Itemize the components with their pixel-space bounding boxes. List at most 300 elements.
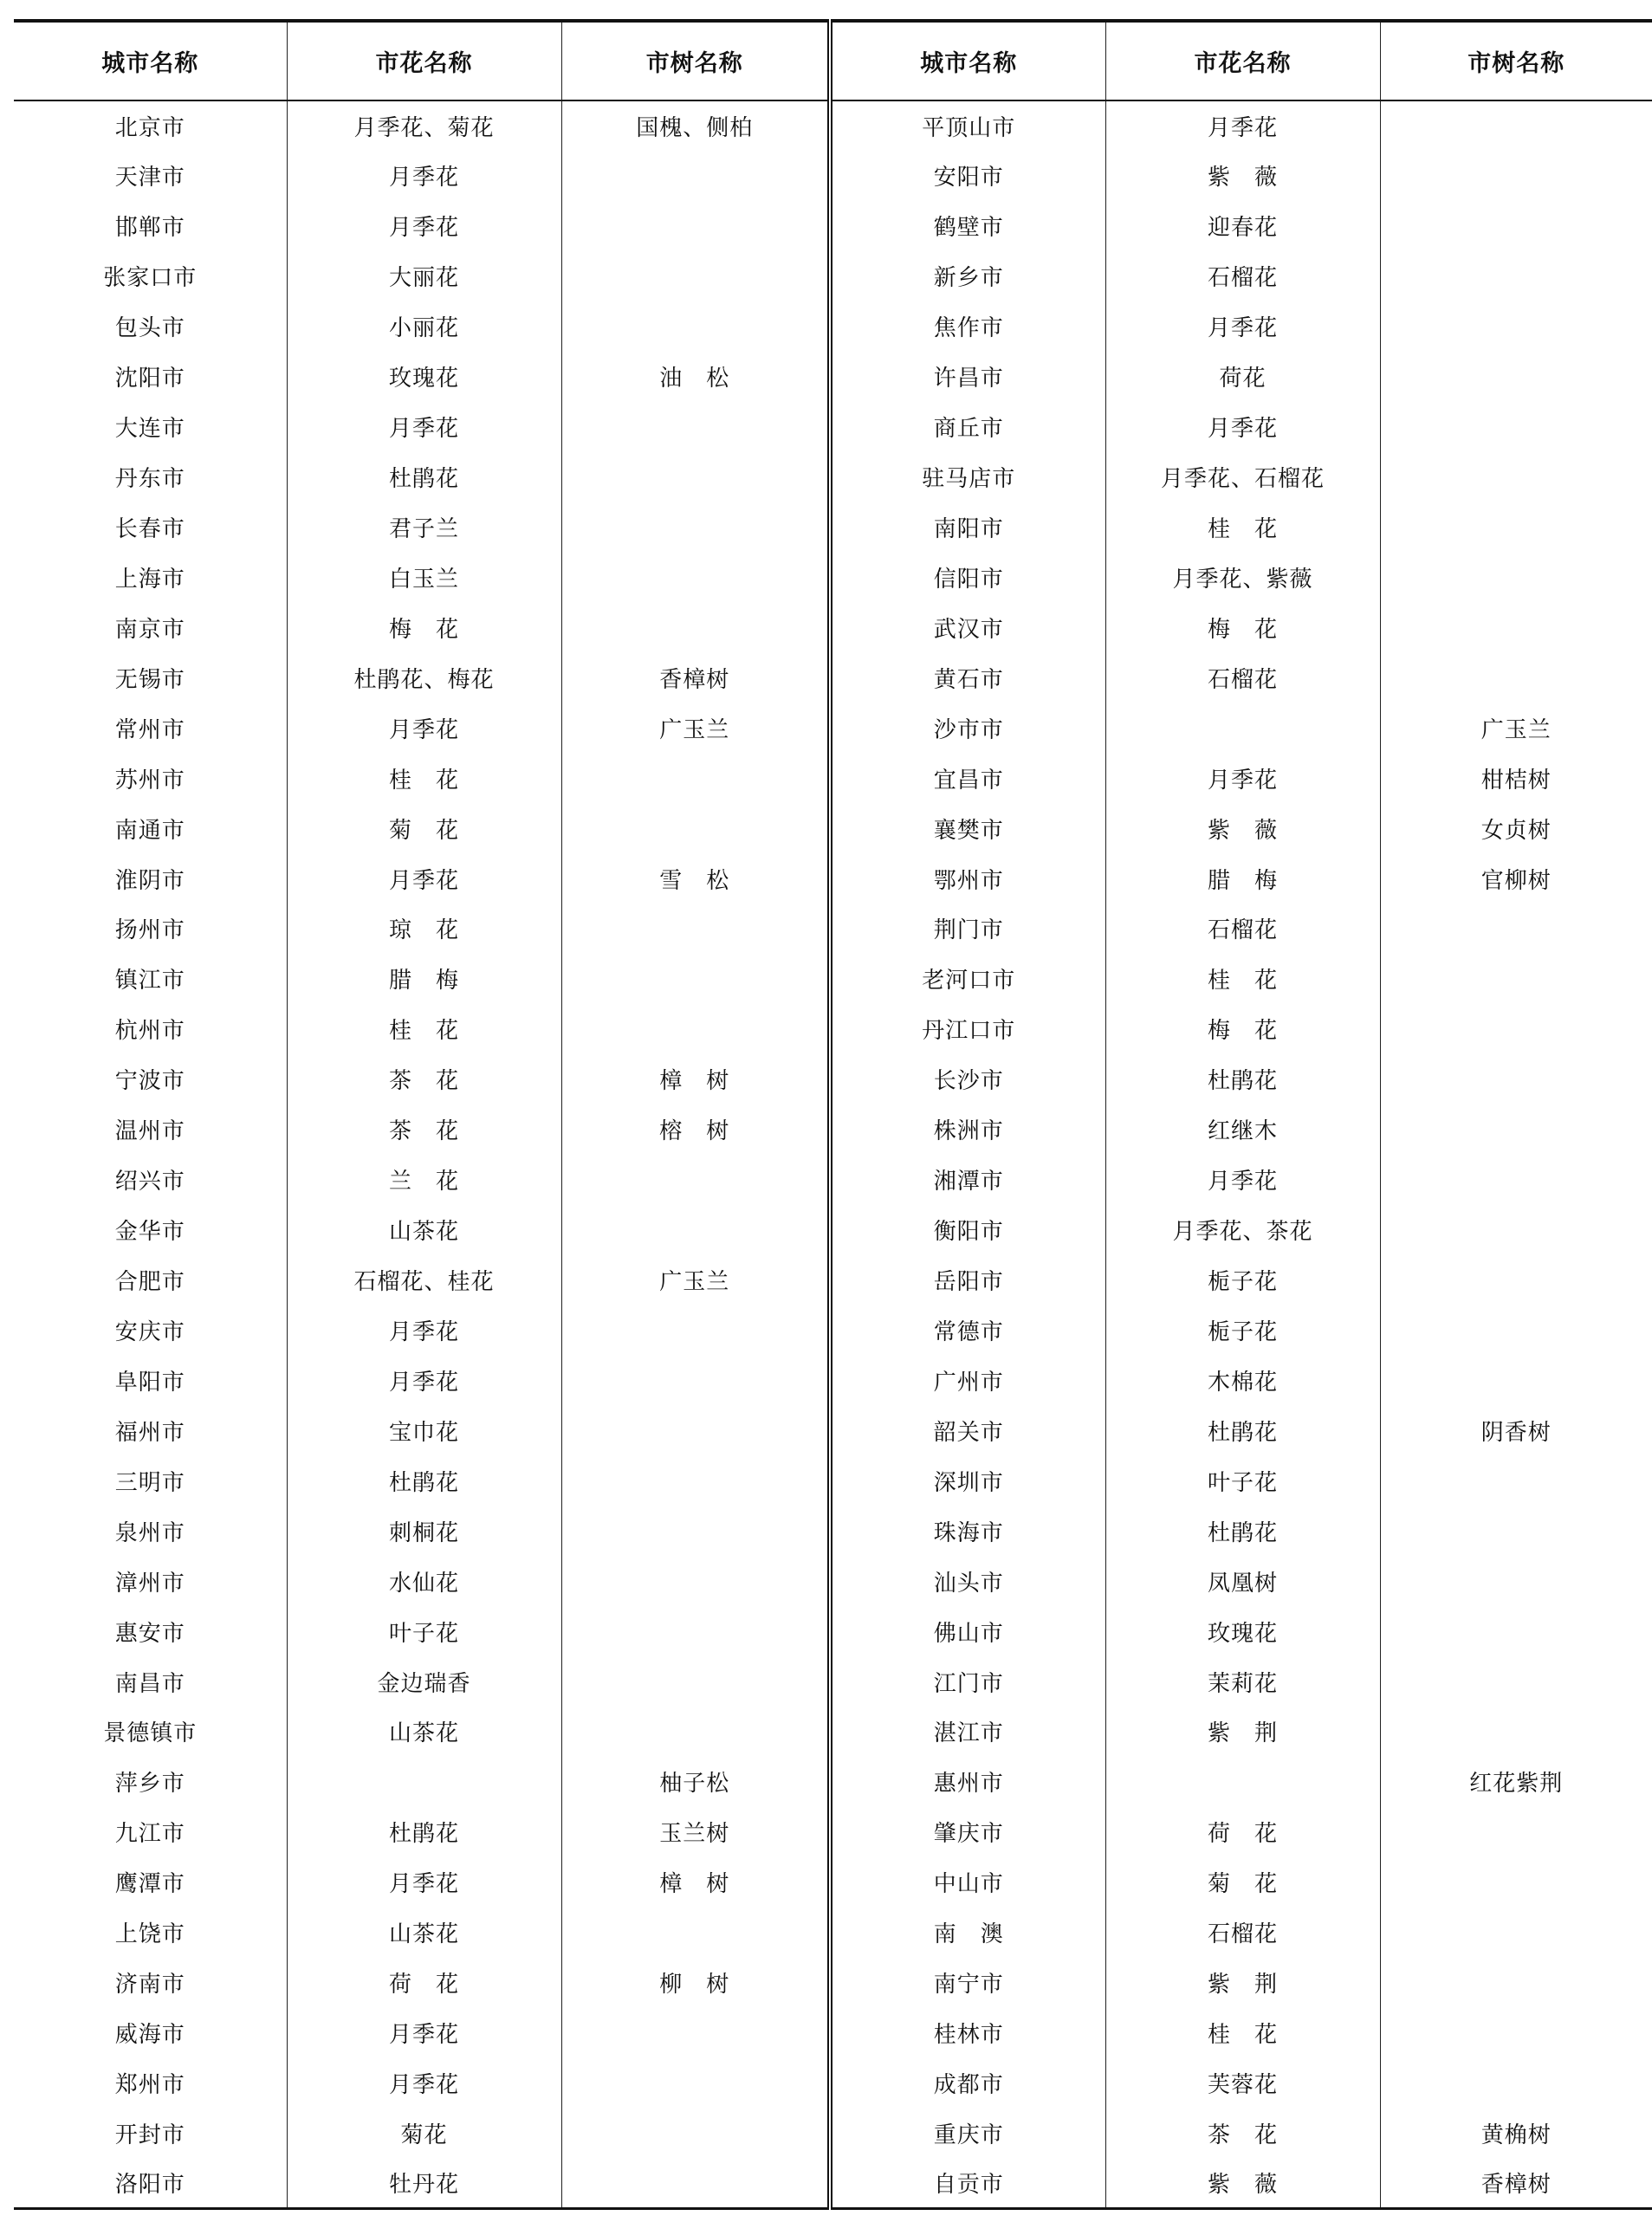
city-flower-right-cell: 杜鹃花 — [1105, 1054, 1380, 1105]
city-flower-right-cell: 凤凰树 — [1105, 1556, 1380, 1606]
city-flower-left-cell: 菊花 — [287, 2109, 561, 2159]
city-name-right-cell: 焦作市 — [830, 301, 1105, 352]
city-name-left-cell: 丹东市 — [114, 466, 185, 493]
city-flower-left-cell: 月季花 — [287, 1355, 561, 1405]
city-name-left-cell: 上海市 — [114, 566, 185, 593]
city-tree-right-cell: 广玉兰 — [1380, 703, 1652, 753]
city-flower-right-cell: 荷 花 — [1105, 1807, 1380, 1857]
city-flower-right-cell: 腊 梅 — [1105, 853, 1380, 904]
table-row — [14, 1255, 1652, 1305]
header-city-flower-left: 市花名称 — [287, 21, 561, 100]
table-row — [14, 552, 1652, 602]
city-flower-left-cell: 山茶花 — [287, 1707, 561, 1757]
city-tree-right-cell — [1380, 1857, 1652, 1908]
city-flower-left-cell: 兰 花 — [287, 1155, 561, 1205]
table-row — [14, 301, 1652, 352]
city-name-left-cell: 邯郸市 — [114, 215, 185, 242]
city-name-right-cell: 肇庆市 — [830, 1807, 1105, 1857]
city-tree-left-cell — [561, 803, 830, 853]
city-tree-left-cell: 柚子松 — [561, 1757, 830, 1807]
city-name-left-cell: 上饶市 — [114, 1921, 185, 1948]
city-flower-left-cell: 月季花 — [287, 151, 561, 201]
city-tree-right-cell — [1380, 1255, 1652, 1305]
city-name-right-cell: 湛江市 — [830, 1707, 1105, 1757]
city-name-right-cell: 驻马店市 — [830, 452, 1105, 502]
city-flower-right-cell: 石榴花 — [1105, 652, 1380, 703]
city-flower-right-cell: 紫 荆 — [1105, 1958, 1380, 2008]
city-name-left-cell: 常州市 — [114, 716, 185, 743]
city-flower-left-cell: 月季花 — [287, 853, 561, 904]
city-name-right-cell: 鄂州市 — [830, 853, 1105, 904]
city-name-right-cell: 商丘市 — [830, 402, 1105, 452]
city-tree-right-cell: 柑桔树 — [1380, 753, 1652, 803]
city-tree-left-cell — [561, 1405, 830, 1455]
table-row — [14, 1155, 1652, 1205]
city-tree-right-cell — [1380, 2008, 1652, 2058]
city-flower-right-cell: 桂 花 — [1105, 954, 1380, 1004]
city-tree-right-cell — [1380, 1606, 1652, 1656]
table-row — [14, 2058, 1652, 2109]
table-row — [14, 1305, 1652, 1356]
city-name-right-cell: 许昌市 — [830, 352, 1105, 402]
city-flower-right-cell: 月季花 — [1105, 100, 1380, 151]
table-row — [14, 502, 1652, 553]
table-row — [14, 1455, 1652, 1506]
city-name-right-cell: 惠州市 — [830, 1757, 1105, 1807]
city-tree-right-cell — [1380, 652, 1652, 703]
city-name-right-cell: 鹤壁市 — [830, 201, 1105, 251]
city-name-right-cell: 岳阳市 — [830, 1255, 1105, 1305]
city-tree-left-cell — [561, 1355, 830, 1405]
city-name-right-cell: 老河口市 — [830, 954, 1105, 1004]
city-tree-left-cell — [561, 1556, 830, 1606]
city-name-right-cell: 珠海市 — [830, 1506, 1105, 1556]
city-flower-right-cell: 石榴花 — [1105, 1908, 1380, 1958]
city-flower-left-cell: 梅 花 — [287, 602, 561, 652]
city-tree-left-cell — [561, 552, 830, 602]
city-name-right-cell: 宜昌市 — [830, 753, 1105, 803]
city-name-right-cell: 中山市 — [830, 1857, 1105, 1908]
city-name-left-cell: 北京市 — [114, 114, 185, 141]
city-tree-left-cell — [561, 1155, 830, 1205]
table-row — [14, 2008, 1652, 2058]
city-tree-right-cell — [1380, 904, 1652, 954]
city-flower-right-cell: 月季花、紫薇 — [1105, 552, 1380, 602]
city-flower-right-cell: 月季花 — [1105, 753, 1380, 803]
city-flower-left-cell: 杜鹃花 — [287, 1807, 561, 1857]
city-flower-right-cell: 月季花、石榴花 — [1105, 452, 1380, 502]
table-row — [14, 803, 1652, 853]
city-name-right-cell: 自贡市 — [830, 2158, 1105, 2208]
city-flower-left-cell: 山茶花 — [287, 1908, 561, 1958]
city-tree-left-cell — [561, 402, 830, 452]
city-flower-left-cell: 月季花 — [287, 1857, 561, 1908]
city-flower-left-cell: 月季花 — [287, 1305, 561, 1356]
city-flower-right-cell: 石榴花 — [1105, 251, 1380, 301]
city-flower-left-cell: 宝巾花 — [287, 1405, 561, 1455]
city-name-right-cell: 佛山市 — [830, 1606, 1105, 1656]
table-row — [14, 1707, 1652, 1757]
city-flower-left-cell: 月季花 — [287, 2058, 561, 2109]
city-tree-right-cell — [1380, 352, 1652, 402]
header-city-name-left: 城市名称 — [14, 21, 287, 100]
city-name-right-cell: 信阳市 — [830, 552, 1105, 602]
city-name-left-cell: 合肥市 — [114, 1269, 185, 1296]
city-flower-left-cell: 月季花 — [287, 2008, 561, 2058]
city-name-right-cell: 湘潭市 — [830, 1155, 1105, 1205]
city-tree-right-cell — [1380, 1004, 1652, 1054]
city-flower-left-cell: 白玉兰 — [287, 552, 561, 602]
city-name-left-cell: 郑州市 — [114, 2072, 185, 2099]
city-tree-left-cell: 柳 树 — [561, 1958, 830, 2008]
city-name-left-cell: 沈阳市 — [114, 366, 185, 392]
table-row — [14, 2109, 1652, 2159]
table-row — [14, 452, 1652, 502]
city-tree-left-cell — [561, 1004, 830, 1054]
city-tree-right-cell — [1380, 1958, 1652, 2008]
city-name-left-cell: 鹰潭市 — [114, 1871, 185, 1898]
city-tree-right-cell — [1380, 2058, 1652, 2109]
city-tree-right-cell — [1380, 1105, 1652, 1155]
city-tree-left-cell — [561, 602, 830, 652]
table-row — [14, 1807, 1652, 1857]
city-tree-left-cell — [561, 1205, 830, 1255]
header-city-name-right: 城市名称 — [830, 21, 1105, 100]
city-name-left-cell: 洛阳市 — [14, 2158, 287, 2208]
city-name-right-cell: 新乡市 — [830, 251, 1105, 301]
city-name-left-cell: 包头市 — [114, 315, 185, 342]
table-row — [14, 1205, 1652, 1255]
city-tree-right-cell — [1380, 1656, 1652, 1707]
city-name-right-cell: 深圳市 — [830, 1455, 1105, 1506]
city-tree-left-cell — [561, 954, 830, 1004]
city-flower-right-cell: 栀子花 — [1105, 1305, 1380, 1356]
table-row — [14, 1054, 1652, 1105]
city-tree-right-cell — [1380, 502, 1652, 553]
city-flower-left-cell: 石榴花、桂花 — [287, 1255, 561, 1305]
table-row — [14, 151, 1652, 201]
city-flower-right-cell: 荷花 — [1105, 352, 1380, 402]
city-flower-right-cell: 木棉花 — [1105, 1355, 1380, 1405]
city-tree-left-cell — [561, 1305, 830, 1356]
city-name-left-cell: 福州市 — [114, 1419, 185, 1446]
city-name-left-cell: 张家口市 — [103, 265, 198, 292]
city-name-left-cell: 扬州市 — [114, 917, 185, 944]
city-flower-left-cell: 金边瑞香 — [287, 1656, 561, 1707]
city-flower-tree-table — [14, 19, 1652, 2210]
city-name-right-cell: 武汉市 — [830, 602, 1105, 652]
city-tree-left-cell: 榕 树 — [561, 1105, 830, 1155]
city-name-left-cell: 金华市 — [114, 1219, 185, 1246]
city-flower-left-cell: 琼 花 — [287, 904, 561, 954]
city-tree-right-cell — [1380, 1908, 1652, 1958]
city-flower-left-cell: 桂 花 — [287, 1004, 561, 1054]
city-tree-right-cell — [1380, 301, 1652, 352]
city-name-right-cell: 南宁市 — [830, 1958, 1105, 2008]
city-flower-left-cell: 杜鹃花 — [287, 452, 561, 502]
city-name-left-cell: 镇江市 — [114, 968, 185, 994]
city-name-left-cell: 景德镇市 — [103, 1720, 198, 1747]
table-row — [14, 201, 1652, 251]
city-tree-left-cell: 玉兰树 — [561, 1807, 830, 1857]
city-flower-right-cell: 茶 花 — [1105, 2109, 1380, 2159]
city-tree-right-cell — [1380, 1556, 1652, 1606]
city-name-right-cell: 南 澳 — [830, 1908, 1105, 1958]
city-tree-left-cell: 樟 树 — [561, 1054, 830, 1105]
city-flower-right-cell: 紫 薇 — [1105, 803, 1380, 853]
header-city-flower-right: 市花名称 — [1105, 21, 1380, 100]
city-tree-right-cell: 香樟树 — [1380, 2158, 1652, 2208]
city-tree-right-cell — [1380, 954, 1652, 1004]
city-tree-right-cell — [1380, 201, 1652, 251]
city-name-right-cell: 荆门市 — [830, 904, 1105, 954]
city-tree-right-cell — [1380, 1054, 1652, 1105]
city-tree-right-cell — [1380, 1155, 1652, 1205]
city-flower-right-cell: 紫 薇 — [1105, 2158, 1380, 2208]
city-tree-right-cell — [1380, 251, 1652, 301]
city-name-left-cell: 惠安市 — [114, 1620, 185, 1647]
header-city-tree-left: 市树名称 — [561, 21, 830, 100]
city-tree-left-cell — [561, 2158, 830, 2208]
city-flower-left-cell: 月季花 — [287, 201, 561, 251]
city-flower-right-cell: 紫 薇 — [1105, 151, 1380, 201]
city-tree-left-cell — [561, 151, 830, 201]
city-name-left-cell: 长春市 — [114, 515, 185, 542]
table-row — [14, 251, 1652, 301]
city-flower-left-cell: 刺桐花 — [287, 1506, 561, 1556]
table-row — [14, 853, 1652, 904]
city-name-left-cell: 苏州市 — [114, 767, 185, 794]
city-name-right-cell: 沙市市 — [830, 703, 1105, 753]
table-row — [14, 652, 1652, 703]
city-flower-left-cell: 大丽花 — [287, 251, 561, 301]
city-flower-left-cell: 杜鹃花 — [287, 1455, 561, 1506]
city-tree-left-cell: 樟 树 — [561, 1857, 830, 1908]
city-tree-right-cell: 阴香树 — [1380, 1405, 1652, 1455]
city-tree-left-cell — [561, 2109, 830, 2159]
city-flower-left-cell: 叶子花 — [287, 1606, 561, 1656]
table-row — [14, 1004, 1652, 1054]
city-flower-left-cell: 玫瑰花 — [287, 352, 561, 402]
city-tree-right-cell — [1380, 1305, 1652, 1356]
city-flower-left-cell: 月季花 — [287, 402, 561, 452]
city-flower-left-cell: 月季花、菊花 — [287, 100, 561, 151]
city-flower-tree-table-page — [14, 19, 1652, 2219]
city-flower-right-cell: 栀子花 — [1105, 1255, 1380, 1305]
table-body — [14, 100, 1652, 2208]
city-flower-left-cell: 杜鹃花、梅花 — [287, 652, 561, 703]
city-flower-left-cell: 月季花 — [287, 703, 561, 753]
city-tree-right-cell — [1380, 602, 1652, 652]
city-tree-left-cell — [561, 301, 830, 352]
city-tree-right-cell — [1380, 1205, 1652, 1255]
table-row — [14, 954, 1652, 1004]
table-row — [14, 2158, 1652, 2208]
city-tree-right-cell: 红花紫荆 — [1380, 1757, 1652, 1807]
city-flower-left-cell: 茶 花 — [287, 1054, 561, 1105]
table-row — [14, 904, 1652, 954]
city-name-left-cell: 济南市 — [114, 1972, 185, 1999]
city-tree-left-cell — [561, 1455, 830, 1506]
table-row — [14, 402, 1652, 452]
table-row — [14, 753, 1652, 803]
city-tree-left-cell: 国槐、侧柏 — [561, 100, 830, 151]
city-flower-left-cell: 山茶花 — [287, 1205, 561, 1255]
city-name-right-cell: 江门市 — [830, 1656, 1105, 1707]
city-flower-right-cell: 月季花 — [1105, 301, 1380, 352]
city-tree-right-cell — [1380, 1455, 1652, 1506]
city-name-left-cell: 九江市 — [114, 1821, 185, 1848]
city-tree-left-cell: 香樟树 — [561, 652, 830, 703]
city-tree-left-cell: 油 松 — [561, 352, 830, 402]
city-tree-left-cell — [561, 2008, 830, 2058]
city-name-left-cell: 大连市 — [114, 416, 185, 443]
city-name-left-cell: 开封市 — [114, 2122, 185, 2148]
table-row — [14, 1656, 1652, 1707]
table-row — [14, 1958, 1652, 2008]
city-flower-right-cell: 月季花 — [1105, 402, 1380, 452]
city-tree-right-cell — [1380, 452, 1652, 502]
city-flower-right-cell: 迎春花 — [1105, 201, 1380, 251]
city-flower-right-cell: 梅 花 — [1105, 1004, 1380, 1054]
city-flower-right-cell — [1105, 1757, 1380, 1807]
city-tree-left-cell — [561, 1707, 830, 1757]
city-tree-right-cell — [1380, 1506, 1652, 1556]
city-flower-right-cell: 玫瑰花 — [1105, 1606, 1380, 1656]
table-row — [14, 1506, 1652, 1556]
city-flower-right-cell: 芙蓉花 — [1105, 2058, 1380, 2109]
city-name-left-cell: 淮阴市 — [114, 867, 185, 894]
city-name-left-cell: 威海市 — [114, 2022, 185, 2049]
city-name-right-cell: 黄石市 — [830, 652, 1105, 703]
city-name-left-cell: 安庆市 — [114, 1318, 185, 1345]
city-name-right-cell: 汕头市 — [830, 1556, 1105, 1606]
table-row — [14, 602, 1652, 652]
city-name-left-cell: 南京市 — [114, 616, 185, 643]
table-row — [14, 1556, 1652, 1606]
city-name-right-cell: 韶关市 — [830, 1405, 1105, 1455]
city-tree-right-cell: 黄桷树 — [1380, 2109, 1652, 2159]
header-row — [14, 21, 1652, 100]
city-name-right-cell: 安阳市 — [830, 151, 1105, 201]
city-flower-right-cell: 月季花、茶花 — [1105, 1205, 1380, 1255]
city-tree-left-cell — [561, 904, 830, 954]
city-name-left-cell: 无锡市 — [114, 666, 185, 693]
city-flower-right-cell: 杜鹃花 — [1105, 1506, 1380, 1556]
city-name-right-cell: 株洲市 — [830, 1105, 1105, 1155]
city-name-left-cell: 宁波市 — [114, 1068, 185, 1095]
table-row — [14, 1757, 1652, 1807]
city-tree-left-cell — [561, 1506, 830, 1556]
city-flower-left-cell: 水仙花 — [287, 1556, 561, 1606]
city-flower-right-cell: 叶子花 — [1105, 1455, 1380, 1506]
city-name-right-cell: 衡阳市 — [830, 1205, 1105, 1255]
city-flower-right-cell: 桂 花 — [1105, 2008, 1380, 2058]
city-tree-left-cell — [561, 2058, 830, 2109]
city-flower-left-cell — [287, 1757, 561, 1807]
city-flower-left-cell: 小丽花 — [287, 301, 561, 352]
city-tree-right-cell — [1380, 1707, 1652, 1757]
city-name-left-cell: 南昌市 — [114, 1670, 185, 1697]
city-flower-left-cell: 君子兰 — [287, 502, 561, 553]
city-name-right-cell: 常德市 — [830, 1305, 1105, 1356]
city-tree-right-cell: 女贞树 — [1380, 803, 1652, 853]
city-name-left-cell: 绍兴市 — [114, 1169, 185, 1195]
city-tree-left-cell — [561, 201, 830, 251]
city-tree-left-cell — [561, 251, 830, 301]
city-flower-left-cell: 腊 梅 — [287, 954, 561, 1004]
city-name-right-cell: 丹江口市 — [830, 1004, 1105, 1054]
city-flower-left-cell: 菊 花 — [287, 803, 561, 853]
city-name-left-cell: 杭州市 — [114, 1018, 185, 1045]
table-header — [14, 21, 1652, 100]
city-tree-right-cell: 官柳树 — [1380, 853, 1652, 904]
city-name-left-cell: 泉州市 — [114, 1519, 185, 1546]
city-flower-right-cell: 紫 荆 — [1105, 1707, 1380, 1757]
city-flower-left-cell: 荷 花 — [287, 1958, 561, 2008]
city-name-left-cell: 阜阳市 — [114, 1369, 185, 1396]
table-row — [14, 1105, 1652, 1155]
city-name-right-cell: 广州市 — [830, 1355, 1105, 1405]
city-name-left-cell: 漳州市 — [114, 1570, 185, 1597]
table-row — [14, 100, 1652, 151]
city-tree-right-cell — [1380, 100, 1652, 151]
city-name-right-cell: 平顶山市 — [830, 100, 1105, 151]
city-tree-right-cell — [1380, 552, 1652, 602]
city-flower-left-cell: 牡丹花 — [287, 2158, 561, 2208]
city-tree-right-cell — [1380, 1807, 1652, 1857]
city-flower-right-cell: 杜鹃花 — [1105, 1405, 1380, 1455]
city-flower-right-cell: 桂 花 — [1105, 502, 1380, 553]
table-row — [14, 1908, 1652, 1958]
city-tree-right-cell — [1380, 151, 1652, 201]
header-city-tree-right: 市树名称 — [1380, 21, 1652, 100]
city-name-right-cell: 重庆市 — [830, 2109, 1105, 2159]
city-tree-left-cell — [561, 1656, 830, 1707]
city-flower-left-cell: 桂 花 — [287, 753, 561, 803]
city-flower-right-cell: 梅 花 — [1105, 602, 1380, 652]
city-name-right-cell: 襄樊市 — [830, 803, 1105, 853]
city-flower-right-cell: 月季花 — [1105, 1155, 1380, 1205]
city-name-left-cell: 天津市 — [114, 165, 185, 191]
city-flower-right-cell: 红继木 — [1105, 1105, 1380, 1155]
table-row — [14, 352, 1652, 402]
city-tree-left-cell — [561, 502, 830, 553]
table-row — [14, 1355, 1652, 1405]
city-name-left-cell: 温州市 — [114, 1118, 185, 1145]
city-name-left-cell: 萍乡市 — [114, 1771, 185, 1798]
city-tree-left-cell: 雪 松 — [561, 853, 830, 904]
city-flower-left-cell: 茶 花 — [287, 1105, 561, 1155]
table-row — [14, 703, 1652, 753]
city-tree-left-cell: 广玉兰 — [561, 1255, 830, 1305]
city-name-right-cell: 南阳市 — [830, 502, 1105, 553]
city-tree-right-cell — [1380, 402, 1652, 452]
city-tree-left-cell — [561, 1908, 830, 1958]
city-tree-left-cell — [561, 753, 830, 803]
city-flower-right-cell: 茉莉花 — [1105, 1656, 1380, 1707]
city-tree-left-cell — [561, 452, 830, 502]
city-flower-right-cell: 石榴花 — [1105, 904, 1380, 954]
city-name-left-cell: 三明市 — [114, 1469, 185, 1496]
table-row — [14, 1857, 1652, 1908]
city-flower-right-cell: 菊 花 — [1105, 1857, 1380, 1908]
city-name-right-cell: 长沙市 — [830, 1054, 1105, 1105]
city-tree-right-cell — [1380, 1355, 1652, 1405]
city-tree-left-cell: 广玉兰 — [561, 703, 830, 753]
city-tree-left-cell — [561, 1606, 830, 1656]
city-name-right-cell: 成都市 — [830, 2058, 1105, 2109]
